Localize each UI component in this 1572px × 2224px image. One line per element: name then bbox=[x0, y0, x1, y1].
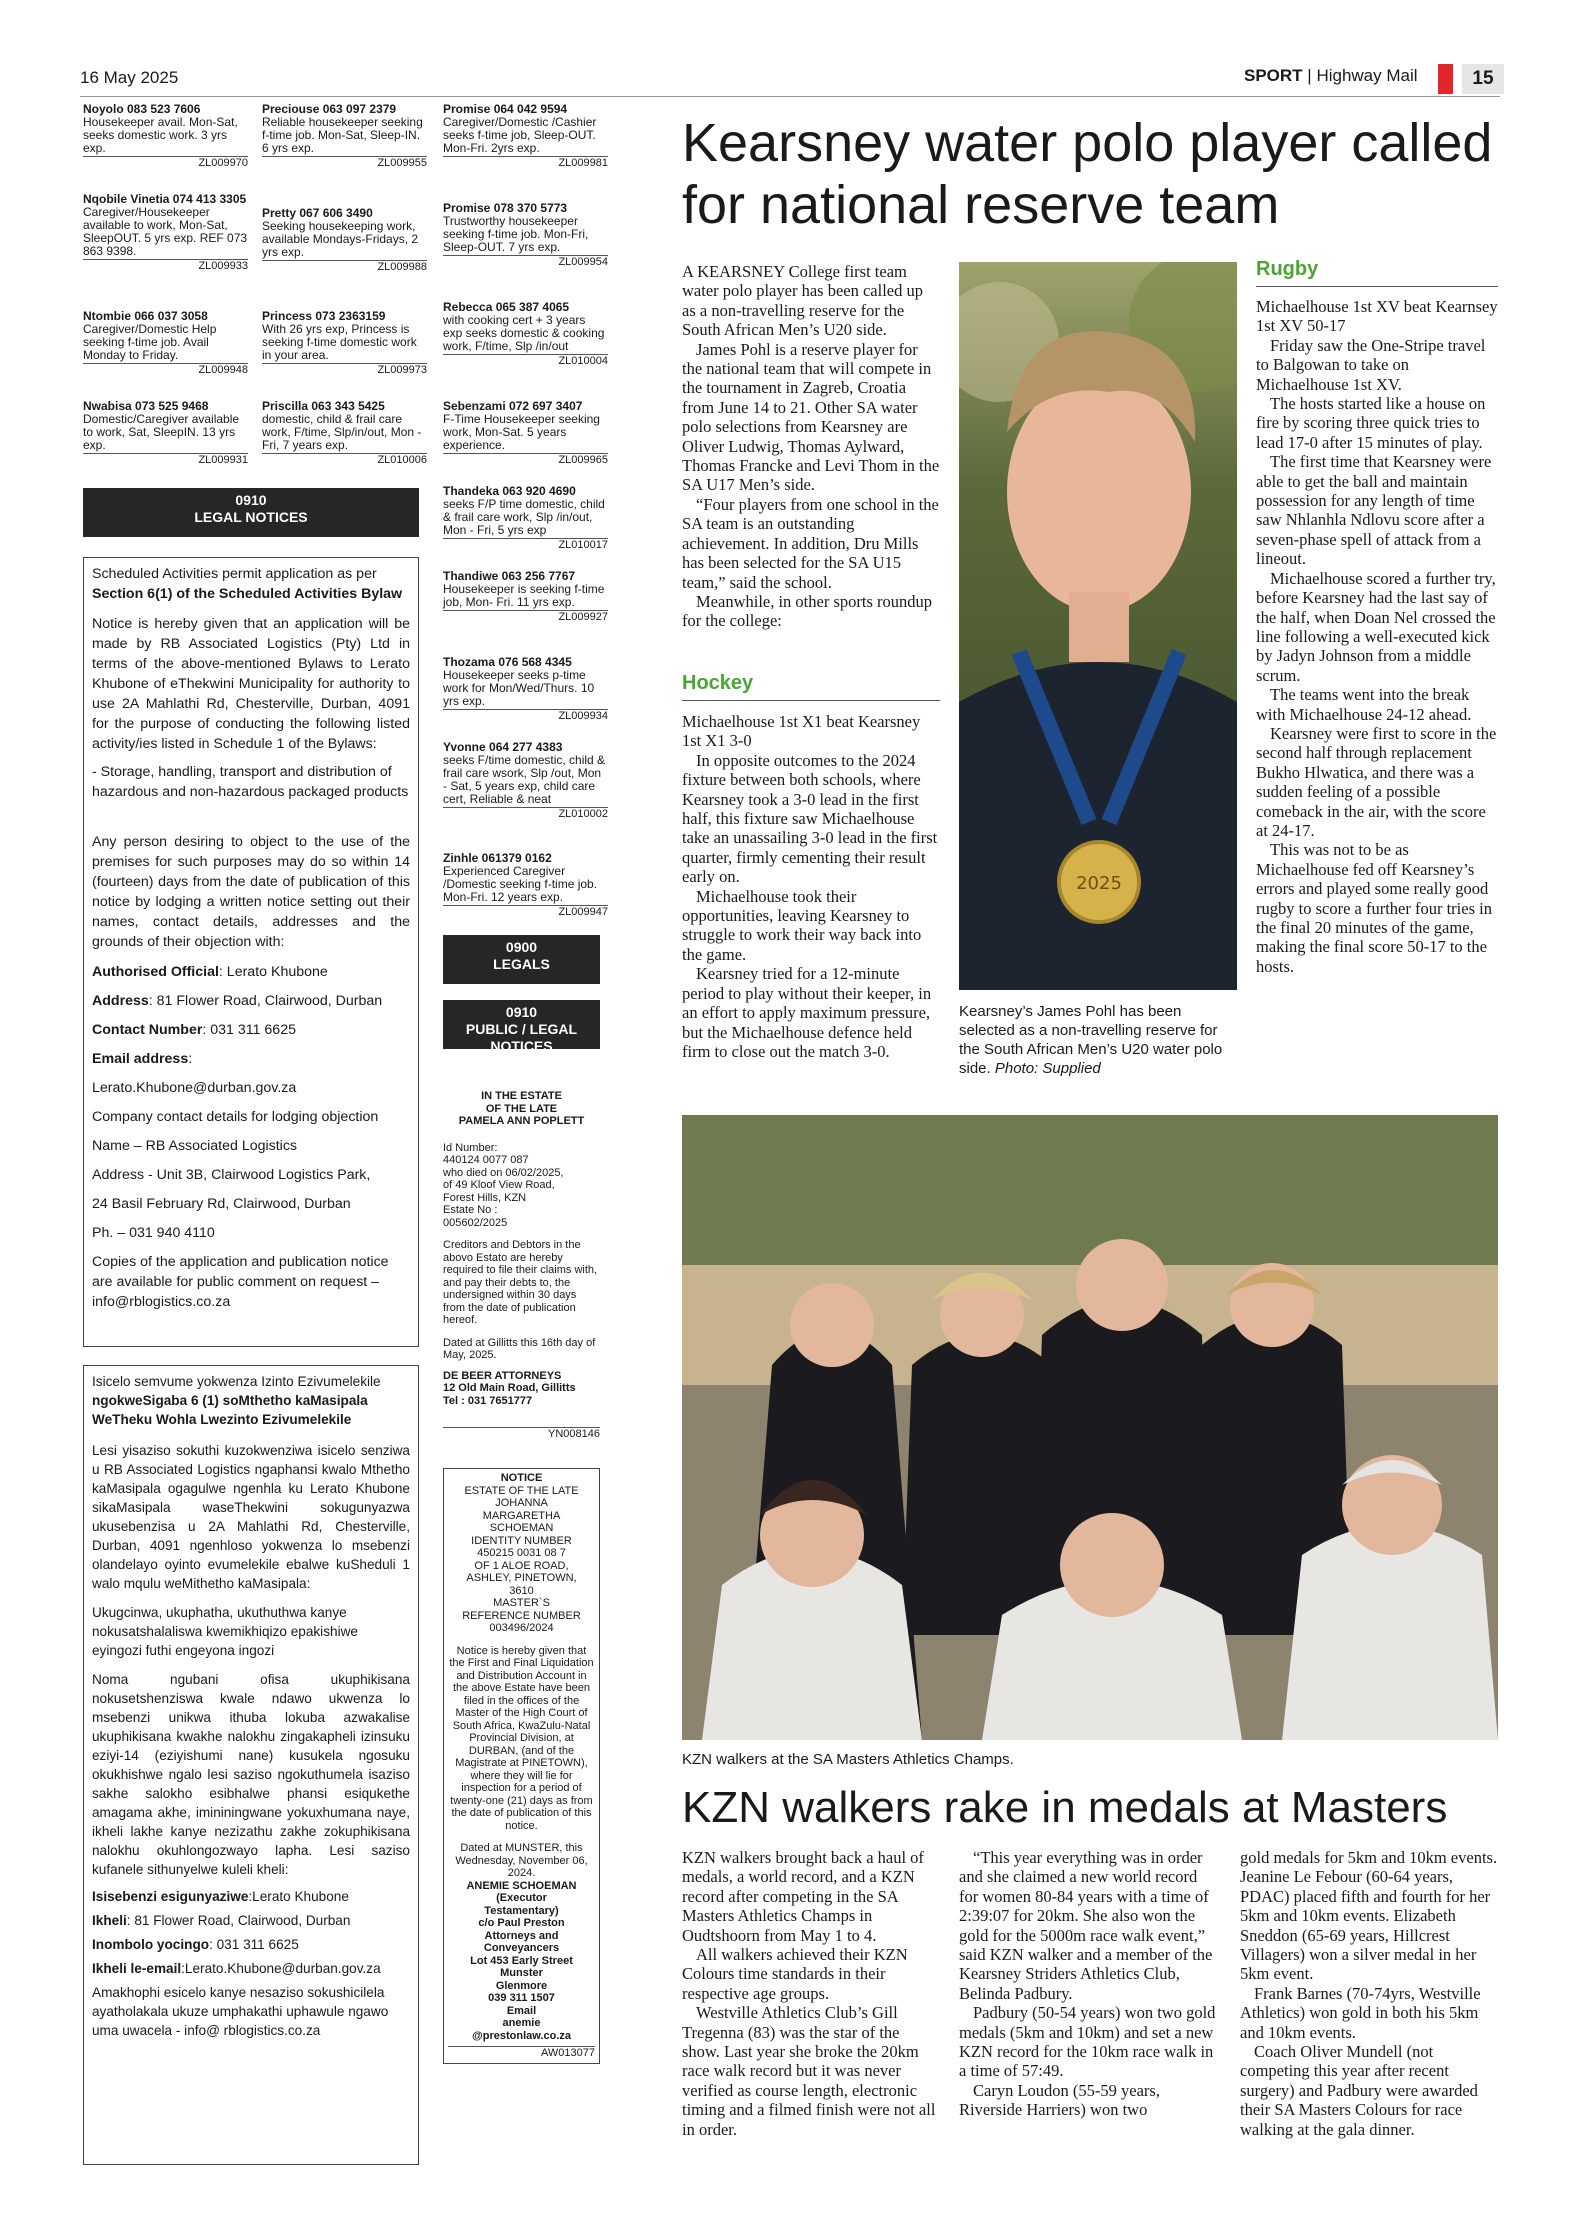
notice-company-head: Company contact details for lodging objection bbox=[92, 1109, 379, 1125]
classified-ref: ZL009955 bbox=[262, 156, 427, 170]
paragraph: The first time that Kearsney were able to get the ball and maintain possession for any length of time saw Nhlanhla Ndlovu score after a seven-phase spell of attack from a lineout. bbox=[1256, 452, 1492, 569]
notice-paragraph: Copies of the application and publication notice are available for public comment on request – info@rblogistics.co.za bbox=[92, 1254, 389, 1310]
notice-email-label: Email address: bbox=[92, 1051, 193, 1067]
classified-name: Sebenzami 072 697 3407 bbox=[443, 399, 583, 413]
paragraph: gold medals for 5km and 10km events. Jeanine Le Febour (60-64 years, PDAC) placed fifth and fourth for her 5km and 10km events. Elizabeth Sneddon (65-69 years, Hillcrest Villagers) won a silver medal in her 5km event. bbox=[1240, 1848, 1498, 1984]
classified-ad bbox=[262, 207, 427, 274]
classified-ref: ZL009947 bbox=[443, 905, 608, 919]
photo-kzn-walkers bbox=[682, 1115, 1498, 1740]
classified-ref: ZL009931 bbox=[83, 453, 248, 467]
paragraph: The hosts started like a house on fire by scoring three quick tries to lead 17-0 after 15 minutes of play. bbox=[1256, 394, 1486, 452]
photo-james-pohl-image bbox=[959, 262, 1237, 990]
classified-name: Zinhle 061379 0162 bbox=[443, 851, 552, 865]
caption-text: Kearsney’s James Pohl has been selected as a non-travelling reserve for the South African Men’s U20 water polo side. bbox=[959, 1003, 1223, 1077]
classified-name: Preciouse 063 097 2379 bbox=[262, 102, 397, 116]
paragraph: Caryn Loudon (55-59 years, Riverside Harriers) won two bbox=[959, 2080, 1160, 2120]
classified-text: F-Time Housekeeper seeking work, Mon-Sat. 5 years experience. bbox=[443, 412, 600, 452]
classified-name: Noyolo 083 523 7606 bbox=[83, 102, 201, 116]
photo-james-pohl bbox=[959, 262, 1237, 990]
paragraph: Michaelhouse scored a further try, before Kearsney had the last say of the half, when Doan Nel crossed the line following a well-executed kick by Jadyn Johnson from a middle scrum. bbox=[1256, 568, 1496, 685]
classified-ad bbox=[262, 400, 427, 467]
classified-ref: ZL010002 bbox=[443, 807, 608, 821]
subhead-rule bbox=[1256, 286, 1498, 287]
classified-ref: ZL009954 bbox=[443, 255, 608, 269]
classified-name: Princess 073 2363159 bbox=[262, 309, 386, 323]
notice-title-text: Scheduled Activities permit application as per bbox=[92, 566, 377, 582]
section-code: 0900 bbox=[505, 939, 538, 955]
paragraph: Friday saw the One-Stripe travel to Balgowan to take on Michaelhouse 1st XV. bbox=[1256, 335, 1486, 394]
article2-column1 bbox=[682, 1848, 940, 2139]
notice-paragraph: - Storage, handling, transport and distribution of hazardous and non-hazardous packaged products bbox=[92, 764, 409, 800]
header-rule bbox=[80, 96, 1500, 97]
notice-title-bold: Section 6(1) of the Scheduled Activities Bylaw bbox=[92, 586, 403, 602]
classified-name: Ntombie 066 037 3058 bbox=[83, 309, 208, 323]
paragraph: Michaelhouse 1st XV beat Kearnsey 1st XV 50-17 bbox=[1256, 297, 1498, 336]
label: Address bbox=[92, 993, 149, 1009]
estate-dated: Dated at Gillitts this 16th day of May, 2025. bbox=[443, 1336, 596, 1361]
svg-text:2025: 2025 bbox=[1076, 873, 1122, 894]
article2-column2 bbox=[959, 1848, 1217, 2120]
value: : 81 Flower Road, Clairwood, Durban bbox=[148, 993, 383, 1009]
classified-text: With 26 yrs exp, Princess is seeking f-time domestic work in your area. bbox=[262, 322, 417, 362]
section-label: LEGALS bbox=[493, 956, 550, 972]
notice-paragraph: Lesi yisaziso sokuthi kuzokwenziwa isicelo senziwa u RB Associated Logistics ngaphansi kwalo Mthetho kaMasipala ogagulwe ngenhla ku Lerato Khubone sikaMasipala waseThekwini sokugunyazwa ukusebenzisa u 2A Mahlathi Rd, Chesterville, Durban, 4091 ngenhloso yokwenza lo msebenzi olandelayo oyinto evumelekile ebalwe kuSheduli 1 walo mqulu weMithetho kaMasipala: bbox=[92, 1443, 410, 1591]
legal-notice-english bbox=[83, 557, 419, 1347]
classified-ad bbox=[443, 656, 608, 723]
classified-name: Pretty 067 606 3490 bbox=[262, 206, 373, 220]
notice-address bbox=[92, 1911, 410, 1930]
classified-ref: ZL009973 bbox=[262, 363, 427, 377]
estate-body: Notice is hereby given that the First and Final Liquidation and Distribution Account in the above Estate have been filed in the offices of the Master of the High Court of South Africa, KwaZulu-Natal Provincial Division, at DURBAN, (and of the Magistrate at PINETOWN), where they will lie for inspection for a period of twenty-one (21) days as from the date of publication of this notice. bbox=[449, 1644, 594, 1832]
classified-text: Caregiver/Domestic /Cashier seeks f-time job, Sleep-OUT. Mon-Fri. 2yrs exp. bbox=[443, 115, 597, 155]
paragraph: Michaelhouse 1st X1 beat Kearsney 1st X1 3-0 bbox=[682, 712, 921, 751]
notice-paragraph: Noma ngubani ofisa ukuphikisana nokusetshenziswa kwale ndawo ukwenza lo msebenzi unikwa ithuba lokuba azwakalise ukuphikisana kwakhe nalokhu zingakapheli izinsuku eziyi-14 (eziyishumi nane) kusukela ngosuku okukhishwe ngalo lesi saziso ngokuthumela isaziso sakhe salokho esibhalwe phansi esiqukethe amagama akhe, imininingwane yokuxhumana naye, ikheli lakhe kanye nezizathu zakhe zokuphikisana nalokhu okuhlongozwayo lapha. Lesi saziso kufanele sithunyelwe kuleli kheli: bbox=[92, 1672, 410, 1877]
estate-firm: ANEMIE SCHOEMAN (Executor Testamentary) c/o Paul Preston Attorneys and Conveyancers Lot 453 Early Street Munster Glenmore 039 311 1507 Email anemie @prestonlaw.co.za bbox=[466, 1879, 577, 2042]
label: Contact Number bbox=[92, 1022, 203, 1038]
paragraph: “Four players from one school in the SA team is an outstanding achievement. In addition, Dru Mills has been selected for the SA U15 team,” said the school. bbox=[682, 494, 939, 592]
estate-heading: IN THE ESTATE OF THE LATE PAMELA ANN POPLETT bbox=[458, 1090, 585, 1127]
paragraph: The teams went into the break with Michaelhouse 24-12 ahead. bbox=[1256, 685, 1472, 724]
legal-notice-zulu bbox=[83, 1365, 419, 2165]
photo-caption-walkers: KZN walkers at the SA Masters Athletics Champs. bbox=[682, 1751, 1014, 1768]
paragraph: Meanwhile, in other sports roundup for the college: bbox=[682, 591, 933, 631]
estate-creditors: Creditors and Debtors in the abovo Estato are hereby required to file their claims with, and pay their debts to, the undersigned within 30 days from the date of publication hereof. bbox=[443, 1239, 598, 1326]
section-label: SPORT | Highway Mail bbox=[1244, 66, 1418, 85]
classified-ref: ZL010017 bbox=[443, 538, 608, 552]
classified-name: Promise 078 370 5773 bbox=[443, 201, 568, 215]
notice-email: Lerato.Khubone@durban.gov.za bbox=[92, 1080, 297, 1096]
estate-notice-poplett bbox=[443, 1090, 600, 1441]
classified-ad bbox=[443, 570, 608, 624]
classified-ad bbox=[443, 741, 608, 821]
value: : Lerato Khubone bbox=[218, 964, 328, 980]
classified-name: Nqobile Vinetia 074 413 3305 bbox=[83, 192, 247, 206]
classified-text: Seeking housekeeping work, available Mondays-Fridays, 2 yrs exp. bbox=[262, 219, 419, 259]
section-bar-legals bbox=[443, 935, 600, 984]
classified-ref: ZL010004 bbox=[443, 354, 608, 368]
classified-ad bbox=[443, 852, 608, 919]
notice-contact bbox=[92, 1020, 410, 1040]
paragraph: Coach Oliver Mundell (not competing this year after recent surgery) and Padbury were awarded their SA Masters Colours for race walking at the gala dinner. bbox=[1240, 2042, 1478, 2139]
classified-ad bbox=[83, 193, 248, 273]
page-number: 15 bbox=[1462, 64, 1504, 94]
estate-dated: Dated at MUNSTER, this Wednesday, November 06, 2024. bbox=[455, 1842, 588, 1879]
photo-credit: Photo: Supplied bbox=[994, 1060, 1101, 1077]
classified-name: Thandeka 063 920 4690 bbox=[443, 484, 576, 498]
value: :Lerato.Khubone@durban.gov.za bbox=[181, 1961, 381, 1976]
issue-date: 16 May 2025 bbox=[80, 68, 179, 87]
section-color-block bbox=[1438, 64, 1453, 94]
classified-ad bbox=[83, 400, 248, 467]
estate-details: ESTATE OF THE LATE JOHANNA MARGARETHA SCHOEMAN IDENTITY NUMBER 450215 0031 08 7 OF 1 ALOE ROAD, ASHLEY, PINETOWN, 3610 MASTER`S REFERENCE NUMBER 003496/2024 bbox=[462, 1484, 581, 1634]
paragraph: James Pohl is a reserve player for the national team that will compete in the tournament in Zagreb, Croatia from June 14 to 21. Other SA water polo selections from Kearsney are Oliver Ludwig, Thomas Aylward, Thomas Francke and Levi Thom in the SA U17 Men’s side. bbox=[682, 339, 940, 495]
notice-title-text: Isicelo semvume yokwenza Izinto Ezivumelekile bbox=[92, 1374, 381, 1389]
section-code: 0910 bbox=[505, 1004, 538, 1020]
classified-ref: ZL009988 bbox=[262, 260, 427, 274]
paragraph: A KEARSNEY College first team water polo player has been called up as a non-travelling reserve for the South African Men’s U20 side. bbox=[682, 262, 923, 340]
classified-ad bbox=[443, 103, 608, 170]
classified-ad bbox=[262, 103, 427, 170]
notice-paragraph: Ukugcinwa, ukuphatha, ukuthuthwa kanye nokusatshalaliswa kwemikhiqizo epakishiwe eyingozi futhi engeyona ingozi bbox=[92, 1605, 358, 1658]
estate-heading: NOTICE bbox=[500, 1472, 543, 1484]
section-label: LEGAL NOTICES bbox=[194, 509, 308, 525]
classified-text: Reliable housekeeper seeking f-time job. Mon-Sat, Sleep-IN. 6 yrs exp. bbox=[262, 115, 423, 155]
article1-column1 bbox=[682, 262, 940, 631]
notice-official bbox=[92, 1887, 410, 1906]
label: Ikheli le-email bbox=[92, 1961, 182, 1976]
classified-text: Housekeeper avail. Mon-Sat, seeks domestic work. 3 yrs exp. bbox=[83, 115, 238, 155]
classified-ref: ZL009965 bbox=[443, 453, 608, 467]
estate-notice-schoeman bbox=[443, 1468, 600, 2064]
paragraph: KZN walkers brought back a haul of medals, a world record, and a KZN record after competing in the SA Masters Athletics Champs in Oudtshoorn from May 1 to 4. bbox=[682, 1848, 924, 1945]
paper-name: Highway Mail bbox=[1316, 66, 1418, 85]
value: : 81 Flower Road, Clairwood, Durban bbox=[126, 1913, 351, 1928]
notice-address bbox=[92, 991, 410, 1011]
classified-ref: ZL009948 bbox=[83, 363, 248, 377]
article-headline-walkers: KZN walkers rake in medals at Masters bbox=[682, 1783, 1448, 1832]
paragraph: Michaelhouse took their opportunities, leaving Kearsney to struggle to work their way back into the game. bbox=[682, 886, 922, 964]
estate-ref: AW013077 bbox=[448, 2046, 595, 2060]
subhead-rugby: Rugby bbox=[1256, 258, 1319, 280]
classified-text: Experienced Caregiver /Domestic seeking f-time job. Mon-Fri. 12 years exp. bbox=[443, 864, 598, 904]
section-bar-public-legal bbox=[443, 1000, 600, 1054]
estate-details: Id Number: 440124 0077 087 who died on 06/02/2025, of 49 Kloof View Road, Forest Hills, KZN Estate No : 005602/2025 bbox=[443, 1141, 564, 1229]
notice-company-address: 24 Basil February Rd, Clairwood, Durban bbox=[92, 1196, 351, 1212]
notice-company-name: Name – RB Associated Logistics bbox=[92, 1138, 298, 1154]
paragraph: All walkers achieved their KZN Colours time standards in their respective age groups. bbox=[682, 1945, 908, 2003]
notice-title-bold: ngokweSigaba 6 (1) soMthetho kaMasipala WeTheku Wohla Lwezinto Ezivumelekile bbox=[92, 1393, 368, 1427]
notice-contact bbox=[92, 1935, 410, 1954]
classified-text: domestic, child & frail care work, F/time, Slp/in/out, Mon - Fri, 7 years exp. bbox=[262, 412, 422, 452]
subhead-hockey: Hockey bbox=[682, 672, 754, 694]
classified-ad bbox=[443, 202, 608, 269]
section-name: SPORT bbox=[1244, 66, 1303, 85]
notice-paragraph: Any person desiring to object to the use of the premises for such purposes may do so within 14 (fourteen) days from the date of publication of this notice by lodging a written notice setting out their names, contact details, addresses and the grounds of their objection with: bbox=[92, 834, 410, 950]
section-code: 0910 bbox=[235, 492, 267, 508]
classified-name: Thandiwe 063 256 7767 bbox=[443, 569, 576, 583]
classified-ref: ZL009933 bbox=[83, 259, 248, 273]
classified-name: Priscilla 063 343 5425 bbox=[262, 399, 385, 413]
classified-ad bbox=[443, 485, 608, 552]
notice-official bbox=[92, 962, 410, 982]
classified-ad bbox=[83, 310, 248, 377]
estate-firm: DE BEER ATTORNEYS 12 Old Main Road, Gillitts Tel : 031 7651777 bbox=[443, 1369, 576, 1407]
section-label: PUBLIC / LEGAL NOTICES bbox=[465, 1021, 578, 1054]
classified-ref: ZL009981 bbox=[443, 156, 608, 170]
classified-text: Housekeeper is seeking f-time job, Mon- Fri. 11 yrs exp. bbox=[443, 582, 605, 609]
label: Inombolo yocingo bbox=[92, 1937, 210, 1952]
value: :Lerato Khubone bbox=[248, 1889, 349, 1904]
notice-email bbox=[92, 1959, 410, 1978]
subhead-rule bbox=[682, 700, 940, 701]
classified-text: seeks F/time domestic, child & frail care wsork, Slp /out, Mon - Sat, 5 years exp, child care cert, Reliable & neat bbox=[443, 753, 606, 806]
classified-ref: ZL009927 bbox=[443, 610, 608, 624]
value: : 031 311 6625 bbox=[202, 1022, 296, 1038]
classified-text: with cooking cert + 3 years exp seeks domestic & cooking work, F/time, Slp /in/out bbox=[443, 313, 605, 353]
paragraph: Frank Barnes (70-74yrs, Westville Athletics) won gold in both his 5km and 10km events. bbox=[1240, 1983, 1481, 2042]
notice-company-phone: Ph. – 031 940 4110 bbox=[92, 1225, 215, 1241]
label: Email address bbox=[92, 1051, 189, 1067]
classified-ad bbox=[83, 103, 248, 170]
notice-paragraph: Amakhophi esicelo kanye nesaziso sokushicilela ayatholakala ukuze umphakathi uphawule ngawo uma uwacela - info@ rblogistics.co.za bbox=[92, 1985, 389, 2038]
article1-hockey bbox=[682, 712, 940, 1061]
estate-ref: YN008146 bbox=[443, 1427, 600, 1441]
notice-company-address: Address - Unit 3B, Clairwood Logistics Park, bbox=[92, 1167, 371, 1183]
paragraph: In opposite outcomes to the 2024 fixture between both schools, where Kearsney took a 3-0 lead in the first half, this fixture saw Michaelhouse take an unassailing 3-0 lead in the first quarter, firmly cementing their result early on. bbox=[682, 750, 938, 887]
classified-text: Caregiver/Domestic Help seeking f-time job. Avail Monday to Friday. bbox=[83, 322, 217, 362]
paragraph: Padbury (50-54 years) won two gold medals (5km and 10km) and set a new KZN record for the 10km race walk in a time of 57:49. bbox=[959, 2003, 1216, 2081]
photo-caption-water-polo bbox=[959, 1002, 1237, 1078]
label: Isisebenzi esigunyaziwe bbox=[92, 1889, 249, 1904]
article-headline-water-polo: Kearsney water polo player called for national reserve team bbox=[682, 113, 1493, 235]
classified-text: Trustworthy housekeeper seeking f-time job. Mon-Fri, Sleep-OUT. 7 yrs exp. bbox=[443, 214, 589, 254]
notice-title bbox=[92, 1372, 410, 1429]
paragraph: Kearsney tried for a 12-minute period to play without their keeper, in an effort to apply maximum pressure, but the Michaelhouse defence held firm to close out the match 3-0. bbox=[682, 964, 932, 1061]
classified-text: seeks F/P time domestic, child & frail care work, Slp /in/out, Mon - Fri, 5 yrs exp bbox=[443, 497, 605, 537]
classified-ad bbox=[262, 310, 427, 377]
classified-ad bbox=[443, 400, 608, 467]
classified-ref: ZL010006 bbox=[262, 453, 427, 467]
classified-text: Caregiver/Housekeeper available to work, Mon-Sat, SleepOUT. 5 yrs exp. REF 073 863 9398. bbox=[83, 205, 248, 258]
classified-ad bbox=[443, 301, 608, 368]
classified-name: Yvonne 064 277 4383 bbox=[443, 740, 563, 754]
paragraph: “This year everything was in order and she claimed a new world record for women 80-84 years with a time of 2:39:07 for 20km. She also won the gold for the 5000m race walk event,” said KZN walker and a member of the Kearsney Striders Athletics Club, Belinda Padbury. bbox=[959, 1848, 1213, 2003]
classified-name: Rebecca 065 387 4065 bbox=[443, 300, 570, 314]
article1-rugby bbox=[1256, 297, 1498, 976]
classified-ref: ZL009934 bbox=[443, 709, 608, 723]
paragraph: Westville Athletics Club’s Gill Tregenna (83) was the star of the show. Last year she broke the 20km race walk record but it was never verified as course length, electronic timing and a filmed finish were not all in order. bbox=[682, 2003, 936, 2139]
classified-name: Promise 064 042 9594 bbox=[443, 102, 568, 116]
classified-ref: ZL009970 bbox=[83, 156, 248, 170]
photo-kzn-walkers-image bbox=[682, 1115, 1498, 1740]
article2-column3 bbox=[1240, 1848, 1498, 2139]
label: Authorised Official bbox=[92, 964, 219, 980]
paragraph: This was not to be as Michaelhouse fed off Kearsney’s errors and played some really good rugby to score a further four tries in the final 20 minutes of the game, making the final score 50-17 to the hosts. bbox=[1256, 840, 1492, 976]
classified-text: Domestic/Caregiver available to work, Sat, SleepIN. 13 yrs exp. bbox=[83, 412, 240, 452]
value: : 031 311 6625 bbox=[209, 1937, 299, 1952]
section-bar-legal-notices bbox=[83, 488, 419, 537]
notice-title bbox=[92, 564, 410, 604]
classified-name: Nwabisa 073 525 9468 bbox=[83, 399, 209, 413]
classified-text: Housekeeper seeks p-time work for Mon/Wed/Thurs. 10 yrs exp. bbox=[443, 668, 595, 708]
paragraph: Kearsney were first to score in the second half through replacement Bukho Hlwatica, and there was a sudden feeling of a possible comeback in the air, with the score at 24-17. bbox=[1256, 723, 1497, 840]
notice-paragraph: Notice is hereby given that an application will be made by RB Associated Logistics (Pty) Ltd in terms of the above-mentioned Bylaws to Lerato Khubone of eThekwini Municipality for authority to use 2A Mahlathi Rd, Chesterville, Durban, 4091 for the purpose of conducting the following listed activity/ies listed in Schedule 1 of the Bylaws: bbox=[92, 616, 410, 752]
label: Ikheli bbox=[92, 1913, 127, 1928]
classified-name: Thozama 076 568 4345 bbox=[443, 655, 572, 669]
